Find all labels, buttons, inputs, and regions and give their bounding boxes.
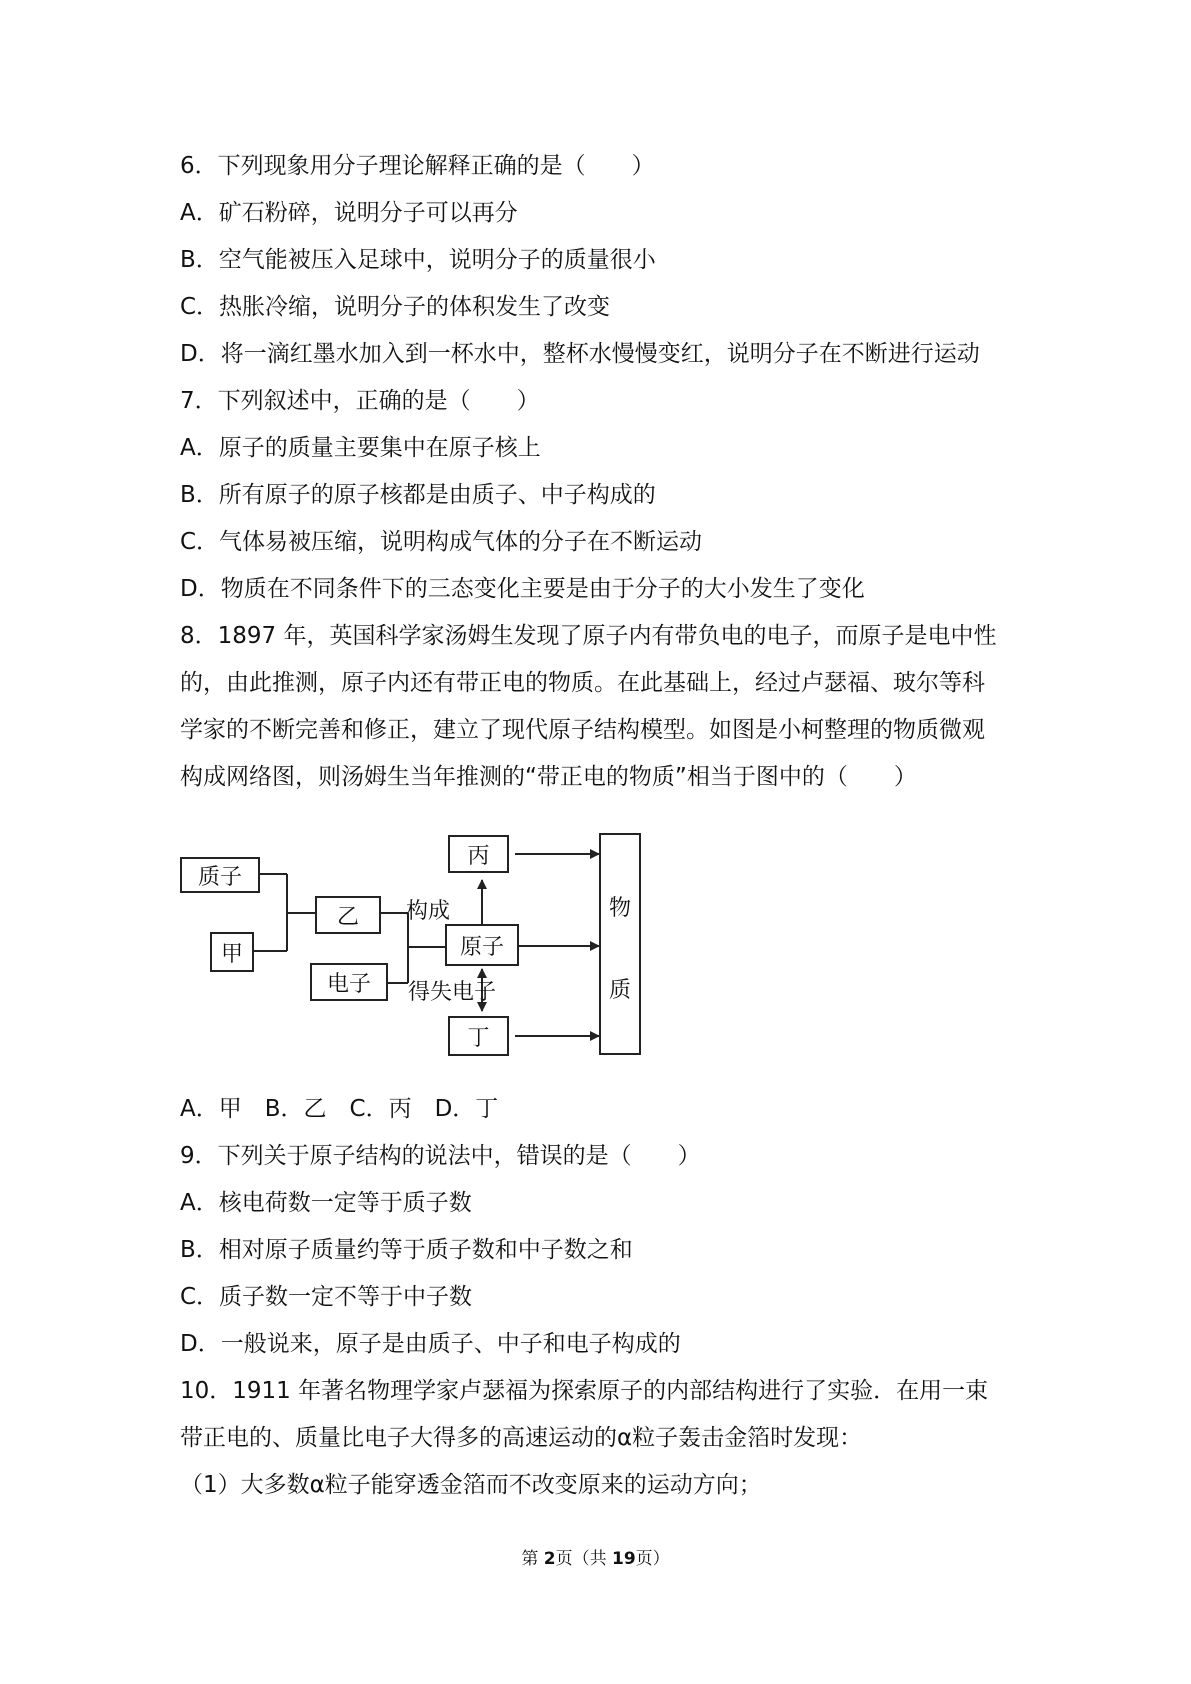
substance-box — [599, 833, 641, 1055]
compose-label: 构成 — [406, 899, 451, 924]
q6-option-a: A．矿石粉碎，说明分子可以再分 — [180, 200, 518, 226]
bing-box: 丙 — [448, 835, 509, 873]
footer-total-pages: 19 — [611, 1549, 636, 1569]
footer-prefix: 第 — [521, 1549, 544, 1569]
q7-option-a: A．原子的质量主要集中在原子核上 — [180, 435, 541, 461]
q6-option-c: C．热胀冷缩，说明分子的体积发生了改变 — [180, 294, 611, 320]
q7-option-d: D．物质在不同条件下的三态变化主要是由于分子的大小发生了变化 — [180, 576, 865, 602]
q7-option-c: C．气体易被压缩，说明构成气体的分子在不断运动 — [180, 529, 703, 555]
footer-suffix: 页） — [635, 1549, 670, 1569]
electron-box: 电子 — [310, 963, 388, 1001]
q9-option-a: A．核电荷数一定等于质子数 — [180, 1190, 472, 1216]
q10-item-1: （1）大多数α粒子能穿透金箔而不改变原来的运动方向； — [180, 1472, 762, 1498]
q8-stem-line-4: 构成网络图，则汤姆生当年推测的“带正电的物质”相当于图中的（ ） — [180, 764, 917, 790]
q8-options: A．甲 B．乙 C．丙 D．丁 — [180, 1096, 499, 1122]
q8-stem-line-3: 学家的不断完善和修正，建立了现代原子结构模型。如图是小柯整理的物质微观 — [180, 717, 985, 743]
q10-stem-line-1: 10．1911 年著名物理学家卢瑟福为探索原子的内部结构进行了实验．在用一束 — [180, 1378, 989, 1404]
q6-stem: 6．下列现象用分子理论解释正确的是（ ） — [180, 153, 655, 179]
q6-option-d: D．将一滴红墨水加入到一杯水中，整杯水慢慢变红，说明分子在不断进行运动 — [180, 341, 980, 367]
footer-page-number: 2 — [543, 1549, 556, 1569]
q9-option-b: B．相对原子质量约等于质子数和中子数之和 — [180, 1237, 633, 1263]
page-footer — [0, 1544, 1191, 1569]
substance-char-2: 质 — [608, 978, 631, 1003]
q7-option-b: B．所有原子的原子核都是由质子、中子构成的 — [180, 482, 656, 508]
yi-box: 乙 — [315, 896, 381, 934]
proton-box: 质子 — [180, 857, 260, 893]
q8-stem-line-1: 8．1897 年，英国科学家汤姆生发现了原子内有带负电的电子，而原子是电中性 — [180, 623, 997, 649]
q9-stem: 9．下列关于原子结构的说法中，错误的是（ ） — [180, 1143, 701, 1169]
q6-option-b: B．空气能被压入足球中，说明分子的质量很小 — [180, 247, 656, 273]
footer-middle: 页（共 — [555, 1549, 612, 1569]
jia-box: 甲 — [210, 932, 254, 972]
ding-box: 丁 — [448, 1016, 509, 1056]
q7-stem: 7．下列叙述中，正确的是（ ） — [180, 388, 540, 414]
substance-char-1: 物 — [608, 896, 631, 921]
q8-stem-line-2: 的，由此推测，原子内还有带正电的物质。在此基础上，经过卢瑟福、玻尔等科 — [180, 670, 985, 696]
q9-option-d: D．一般说来，原子是由质子、中子和电子构成的 — [180, 1331, 681, 1357]
gain-lose-electron-label: 得失电子 — [408, 980, 497, 1005]
q10-stem-line-2: 带正电的、质量比电子大得多的高速运动的α粒子轰击金箔时发现： — [180, 1425, 863, 1451]
atom-box: 原子 — [445, 924, 519, 966]
matter-structure-diagram — [180, 820, 660, 1070]
q9-option-c: C．质子数一定不等于中子数 — [180, 1284, 473, 1310]
